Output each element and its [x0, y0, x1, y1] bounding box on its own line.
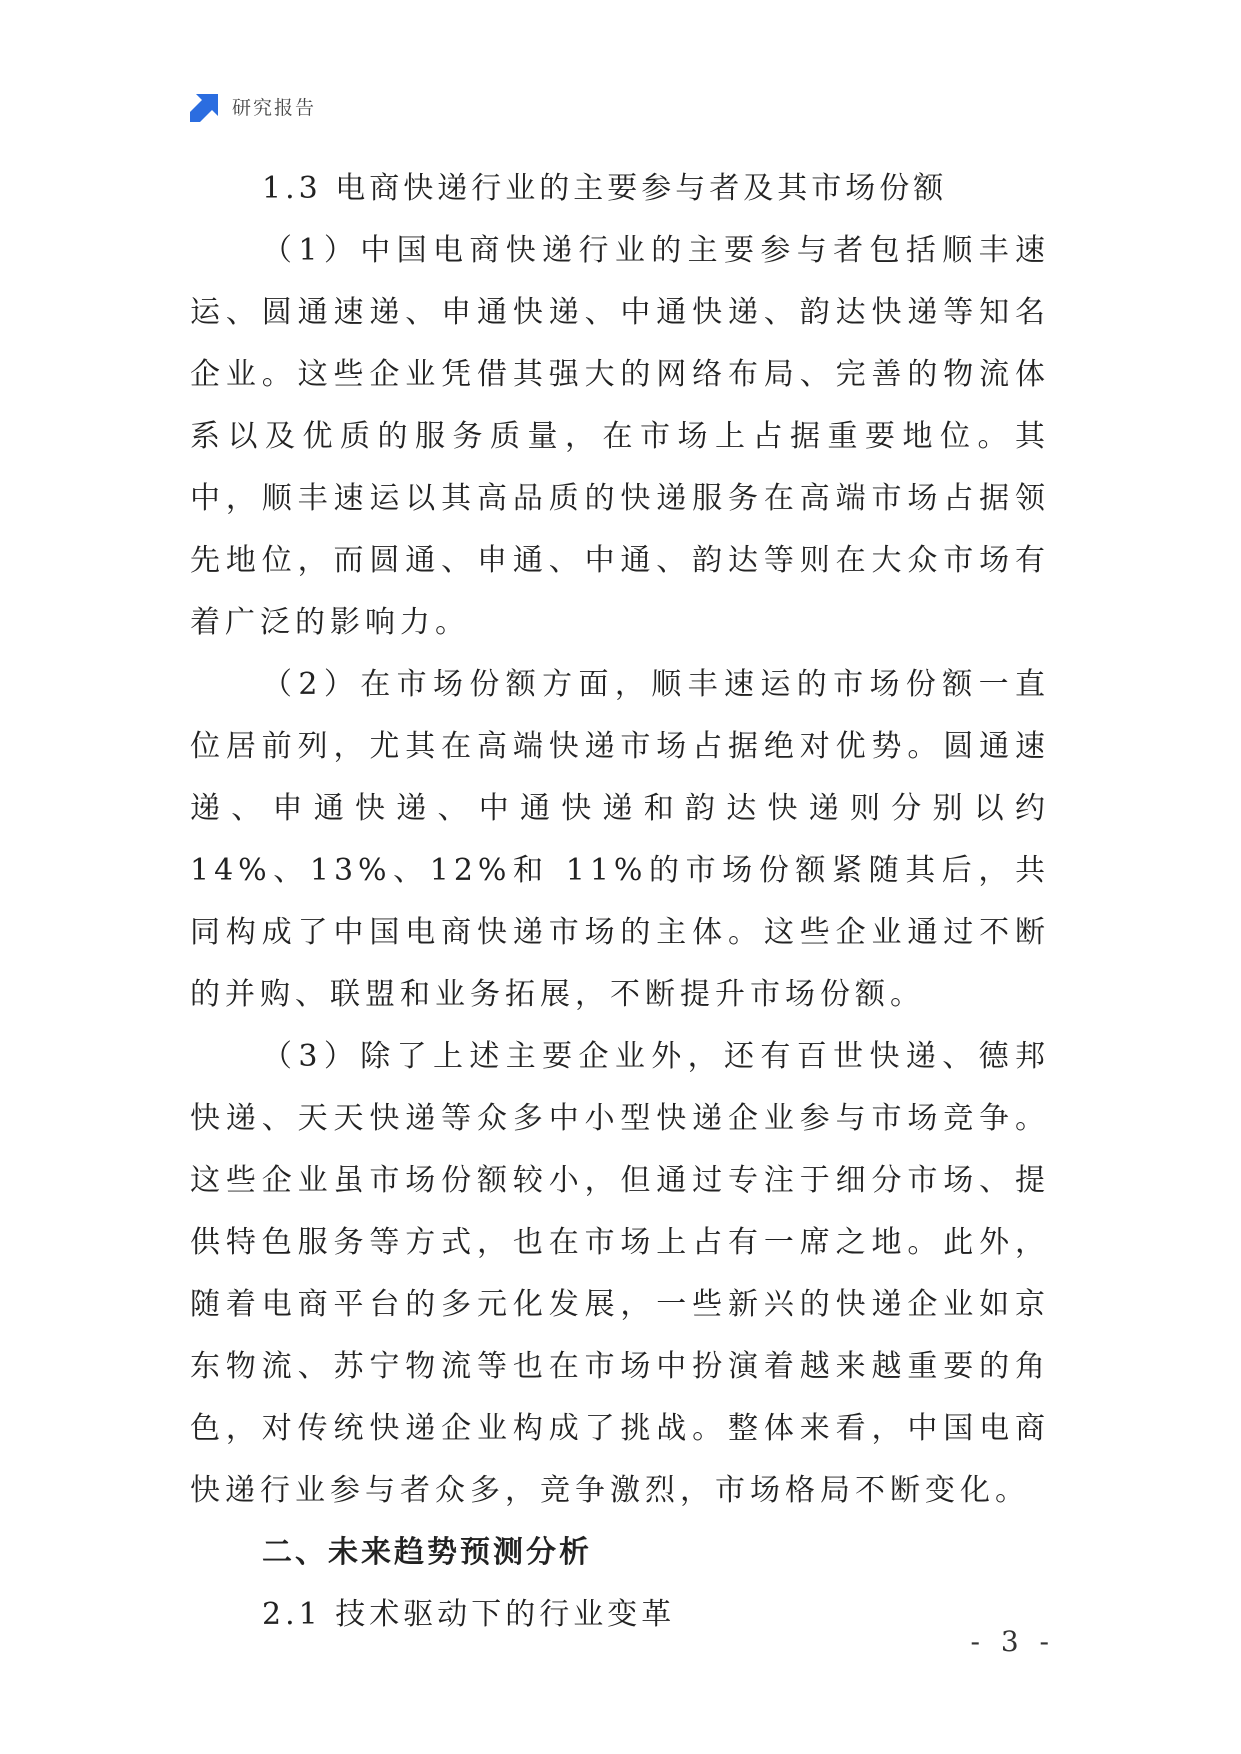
- paragraph-3: （3）除了上述主要企业外，还有百世快递、德邦快递、天天快递等众多中小型快递企业参与市场竞争。这些企业虽市场份额较小，但通过专注于细分市场、提供特色服务等方式，也在市场上占有一席之地。此外，随着电商平台的多元化发展，一些新兴的快递企业如京东物流、苏宁物流等也在市场中扮演着越来越重要的角色，对传统快递企业构成了挑战。整体来看，中国电商快递行业参与者众多，竞争激烈，市场格局不断变化。: [190, 1039, 1050, 1508]
- page-number: [0, 1625, 1241, 1658]
- section-2-1-title: 2.1 技术驱动下的行业变革: [262, 1597, 676, 1632]
- paragraph-1: （1）中国电商快递行业的主要参与者包括顺丰速运、圆通速递、申通快递、中通快递、韵达快递等知名企业。这些企业凭借其强大的网络布局、完善的物流体系以及优质的服务质量，在市场上占据重要地位。其中，顺丰速运以其高品质的快递服务在高端市场占据领先地位，而圆通、申通、中通、韵达等则在大众市场有着广泛的影响力。: [190, 233, 1050, 640]
- document-body: [190, 158, 1050, 1646]
- chapter-2-title: 二、未来趋势预测分析: [262, 1535, 592, 1570]
- paragraph-2: （2）在市场份额方面，顺丰速运的市场份额一直位居前列，尤其在高端快递市场占据绝对优势。圆通速递、申通快递、中通快递和韵达快递则分别以约 14%、13%、12%和 11%的市场份额紧随其后，共同构成了中国电商快递市场的主体。这些企业通过不断的并购、联盟和业务拓展，不断提升市场份额。: [190, 667, 1050, 1012]
- header-title: 研究报告: [232, 96, 317, 119]
- arrow-logo-icon: [190, 90, 222, 122]
- report-header: [190, 90, 316, 122]
- page-number-text: - 3 -: [970, 1625, 1055, 1658]
- section-1-3-title: 1.3 电商快递行业的主要参与者及其市场份额: [262, 171, 948, 206]
